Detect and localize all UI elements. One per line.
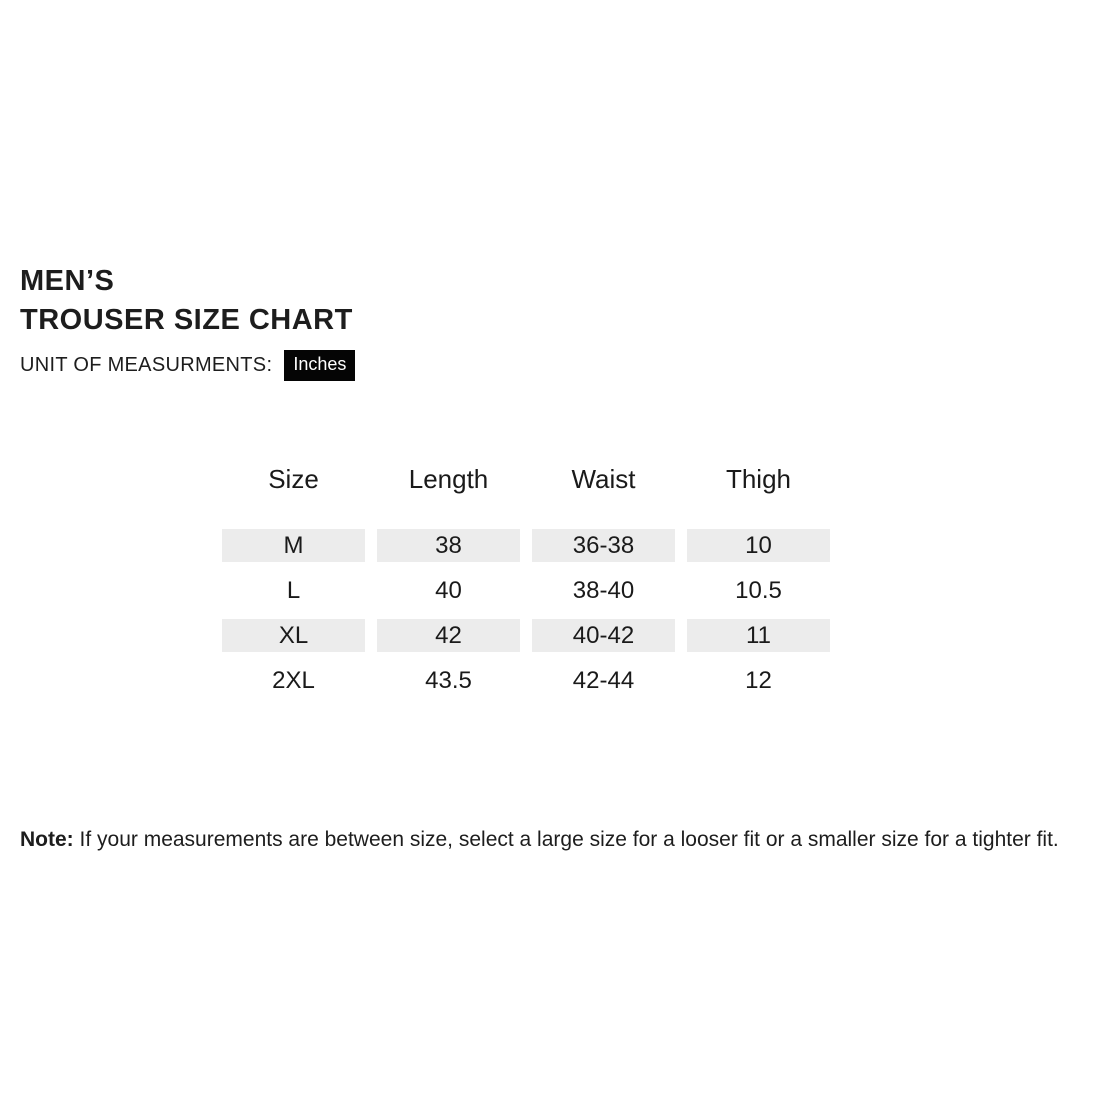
title-line-2: TROUSER SIZE CHART [20,304,353,336]
cell-waist: 36-38 [532,529,675,562]
cell-size: 2XL [272,666,315,694]
page-title [20,262,353,340]
table-row-m [222,529,830,562]
cell-size: L [286,576,301,604]
note-body: If your measurements are between size, select a large size for a looser fit or a smaller size for a tighter fit. [73,828,1059,851]
table-header-row [222,464,830,517]
title-line-1: MEN’S [20,265,115,297]
cell-waist: 38-40 [572,576,635,604]
column-header-waist: Waist [571,464,636,494]
cell-size: XL [222,619,365,652]
note-text [20,826,1082,854]
cell-size: M [222,529,365,562]
column-header-length: Length [408,464,489,494]
table-row-xl [222,619,830,652]
cell-waist: 40-42 [532,619,675,652]
table-row-l [222,574,830,607]
unit-value-badge: Inches [284,350,355,381]
cell-length: 38 [377,529,520,562]
cell-waist: 42-44 [572,666,635,694]
size-chart [210,452,842,709]
column-header-size: Size [268,464,319,494]
column-header-thigh: Thigh [725,464,792,494]
size-chart-table [210,452,842,709]
cell-thigh: 11 [687,619,830,652]
cell-thigh: 10 [687,529,830,562]
unit-of-measurement-row [20,350,355,381]
note-label: Note: [20,828,74,851]
table-row-2xl [222,664,830,697]
unit-label: UNIT OF MEASURMENTS: [20,354,273,376]
cell-thigh: 10.5 [735,576,782,604]
cell-length: 40 [435,576,462,604]
cell-length: 43.5 [425,666,472,694]
cell-length: 42 [377,619,520,652]
cell-thigh: 12 [745,666,772,694]
